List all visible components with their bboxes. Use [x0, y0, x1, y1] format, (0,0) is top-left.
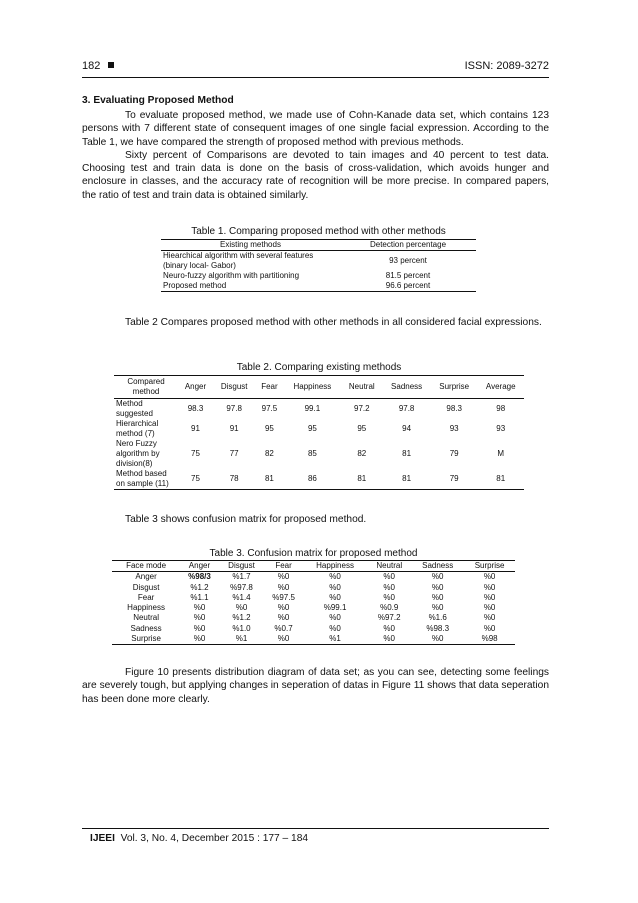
table-cell: Neutral — [133, 613, 159, 623]
header-rule — [82, 77, 549, 78]
table-cell: 81 — [341, 469, 382, 490]
table-cell: 75 — [178, 469, 213, 490]
square-bullet-icon — [108, 62, 114, 68]
table3-header: Sadness — [411, 561, 464, 572]
table-row — [112, 613, 515, 623]
table2-header: Disgust — [213, 376, 255, 399]
table-cell: %0 — [431, 582, 444, 592]
table-cell: Happiness — [127, 603, 165, 613]
table-cell: %0 — [483, 592, 496, 602]
table-cell: 95 — [264, 424, 274, 433]
table-cell: 82 — [264, 449, 274, 458]
table-cell: %0 — [180, 634, 219, 645]
paragraph-block — [82, 666, 549, 706]
table1-value: 93 percent — [389, 256, 427, 265]
table1-value: 81.5 percent — [385, 271, 431, 280]
table-cell: %0 — [329, 572, 341, 582]
table-cell: %0 — [277, 613, 290, 623]
table-cell: %0 — [483, 572, 496, 582]
table-cell: %98/3 — [188, 572, 211, 582]
paragraph: Figure 10 presents distribution diagram of data set; as you can see, detecting some feelings are severely tough, but applying changes in seperation of datas in Figure 11 shows that data seperation has been done more clearly. — [82, 667, 549, 705]
table-cell: 79 — [431, 469, 478, 490]
table-cell: 95 — [307, 424, 317, 433]
table-cell: %0 — [264, 634, 303, 645]
table-cell: 98.3 — [187, 404, 204, 413]
table2 — [114, 375, 524, 490]
table2-header: Compared method — [114, 376, 178, 399]
table-cell: Anger — [135, 572, 157, 582]
table2-header: Neutral — [341, 376, 382, 399]
table3 — [112, 560, 515, 645]
paragraph-block — [82, 513, 549, 526]
table-cell: %1.0 — [232, 623, 251, 633]
table-row — [161, 271, 476, 281]
paragraph: Table 3 shows confusion matrix for proposed method. — [125, 514, 367, 525]
table-cell: %0 — [277, 582, 290, 592]
table-cell: 97.5 — [261, 404, 278, 413]
table-cell: %0 — [483, 623, 496, 633]
table-cell: %0.7 — [274, 623, 293, 633]
table-cell: %0 — [193, 623, 206, 633]
paragraph: To evaluate proposed method, we made use of Cohn-Kanade data set, which contains 123 persons with 7 different state of consequent images of one single facial expression. According to the Table 1, we have compared the strength of proposed method with previous methods. — [82, 110, 549, 148]
table2-header: Happiness — [284, 376, 342, 399]
table2-caption: Table 2. Comparing existing methods — [236, 362, 402, 373]
table-cell: Disgust — [132, 582, 160, 592]
table-row — [112, 572, 515, 583]
table2-header: Anger — [178, 376, 213, 399]
table2-header: Average — [477, 376, 524, 399]
table-cell: 82 — [357, 449, 367, 458]
table2-method: Method suggested — [116, 399, 153, 418]
table-cell: 77 — [229, 449, 239, 458]
table1-header: Detection percentage — [340, 240, 476, 251]
table-cell: %1.2 — [232, 613, 251, 623]
table-cell: %0 — [383, 592, 395, 602]
table-cell: 93 — [496, 424, 506, 433]
table-cell: %98 — [464, 634, 515, 645]
table-row — [112, 583, 515, 593]
table-cell: %0 — [329, 623, 341, 633]
table-cell: %0 — [431, 592, 444, 602]
table-cell: 97.8 — [398, 404, 415, 413]
table-cell: %0 — [193, 613, 206, 623]
table-cell: %0 — [431, 603, 444, 613]
table-cell: %0 — [329, 613, 341, 623]
table-cell: 95 — [357, 424, 367, 433]
table-cell: 81 — [477, 469, 524, 490]
table-cell: %0 — [277, 572, 290, 582]
table-cell: %1.4 — [232, 592, 251, 602]
table3-header: Surprise — [464, 561, 515, 572]
table2-header: Sadness — [382, 376, 430, 399]
table-cell: %97.5 — [272, 592, 295, 602]
table-cell: 91 — [229, 424, 239, 433]
table-cell: 81 — [382, 469, 430, 490]
paragraph-block — [82, 316, 549, 329]
table3-header: Face mode — [112, 561, 180, 572]
table-cell: 78 — [213, 469, 255, 490]
table-cell: 98.3 — [446, 404, 462, 413]
table-cell: %0 — [193, 603, 206, 613]
table-cell: 91 — [191, 424, 200, 433]
table-cell: %0.9 — [380, 603, 399, 613]
table-cell: %1.1 — [190, 592, 209, 602]
table-row — [161, 251, 476, 272]
table-cell: %0 — [411, 634, 464, 645]
table-cell: %0 — [277, 603, 290, 613]
table2-method: Method based on sample (11) — [114, 469, 178, 490]
table2-header: Fear — [255, 376, 283, 399]
table-cell: %1 — [219, 634, 264, 645]
table2-header: Surprise — [431, 376, 478, 399]
table-cell: %97.8 — [230, 582, 253, 592]
table-cell: 81 — [255, 469, 283, 490]
section-body — [82, 109, 549, 202]
footer-rule — [82, 828, 549, 829]
paragraph: Table 2 Compares proposed method with other methods in all considered facial expressions. — [125, 317, 542, 328]
table-cell: %1 — [303, 634, 367, 645]
table1-method: Proposed method — [161, 281, 340, 292]
table-cell: 79 — [449, 449, 459, 458]
table-cell: %1.7 — [232, 572, 251, 582]
table1-method: Neuro-fuzzy algorithm with partitioning — [163, 271, 300, 280]
table-row — [112, 593, 515, 603]
table-cell: 97.2 — [354, 404, 370, 413]
paragraph: Sixty percent of Comparisons are devoted to tain images and 40 percent to test data. Choosing test and train data is done on the basis of cross-validation, which avoids hunger and enclosure in classes, and the accuracy rate of recognition will be more precise. In compared papers, the ratio of test and train data is obtained similarly. — [82, 149, 549, 201]
table-cell: %0 — [329, 592, 341, 602]
table-cell: %0 — [431, 572, 444, 582]
table-row — [114, 419, 524, 439]
table-row — [114, 469, 524, 490]
table-row — [112, 634, 515, 645]
table3-header: Fear — [264, 561, 303, 572]
table-cell: 99.1 — [304, 404, 321, 413]
section-title: 3. Evaluating Proposed Method — [82, 95, 234, 106]
table1 — [161, 239, 476, 292]
table-cell: %0 — [383, 572, 395, 582]
table-row — [112, 624, 515, 634]
table-cell: 93 — [449, 424, 459, 433]
table-cell: %98.3 — [426, 623, 450, 633]
table-cell: %0 — [329, 582, 341, 592]
table-cell: 86 — [284, 469, 342, 490]
table-cell: %0 — [235, 603, 248, 613]
table-cell: %1.6 — [428, 613, 447, 623]
table3-header: Anger — [180, 561, 219, 572]
table-cell: %0 — [383, 582, 395, 592]
table-cell: 85 — [307, 449, 317, 458]
citation: Vol. 3, No. 4, December 2015 : 177 – 184 — [120, 833, 309, 844]
page-footer — [90, 833, 308, 844]
table-cell: M — [497, 449, 505, 458]
table-cell: %97.2 — [377, 613, 401, 623]
page-number: 182 — [82, 60, 114, 72]
table-cell: 94 — [402, 424, 412, 433]
table-cell: %99.1 — [323, 603, 347, 613]
table-cell: 75 — [191, 449, 200, 458]
table-row — [114, 439, 524, 469]
table-cell: %0 — [483, 603, 496, 613]
table2-method: Nero Fuzzy algorithm by division(8) — [116, 439, 160, 468]
table-cell: Fear — [137, 592, 155, 602]
table1-value: 96.6 percent — [340, 281, 476, 292]
table1-header: Existing methods — [161, 240, 340, 251]
table-cell: %0 — [383, 623, 395, 633]
table-cell: 97.8 — [226, 404, 242, 413]
table-cell: %0 — [483, 582, 496, 592]
table1-caption: Table 1. Comparing proposed method with other methods — [191, 226, 446, 237]
table2-method: Hierarchical method (7) — [116, 419, 159, 438]
table3-header: Neutral — [367, 561, 411, 572]
table-cell: 81 — [402, 449, 412, 458]
journal-name: IJEEI — [90, 833, 115, 844]
table3-header: Disgust — [219, 561, 264, 572]
table-row — [112, 603, 515, 613]
table-cell: 98 — [496, 404, 506, 413]
table-cell: Sadness — [130, 623, 162, 633]
table-row — [161, 281, 476, 292]
table3-caption: Table 3. Confusion matrix for proposed method — [209, 548, 418, 559]
table-row — [114, 399, 524, 420]
table1-method: Hiearchical algorithm with several features (binary local- Gabor) — [163, 251, 314, 270]
table-cell: %0 — [367, 634, 411, 645]
table-cell: %1.2 — [190, 582, 209, 592]
table-cell: %0 — [483, 613, 496, 623]
issn: ISSN: 2089-3272 — [464, 60, 549, 72]
table-cell: Surprise — [112, 634, 180, 645]
table3-header: Happiness — [303, 561, 367, 572]
